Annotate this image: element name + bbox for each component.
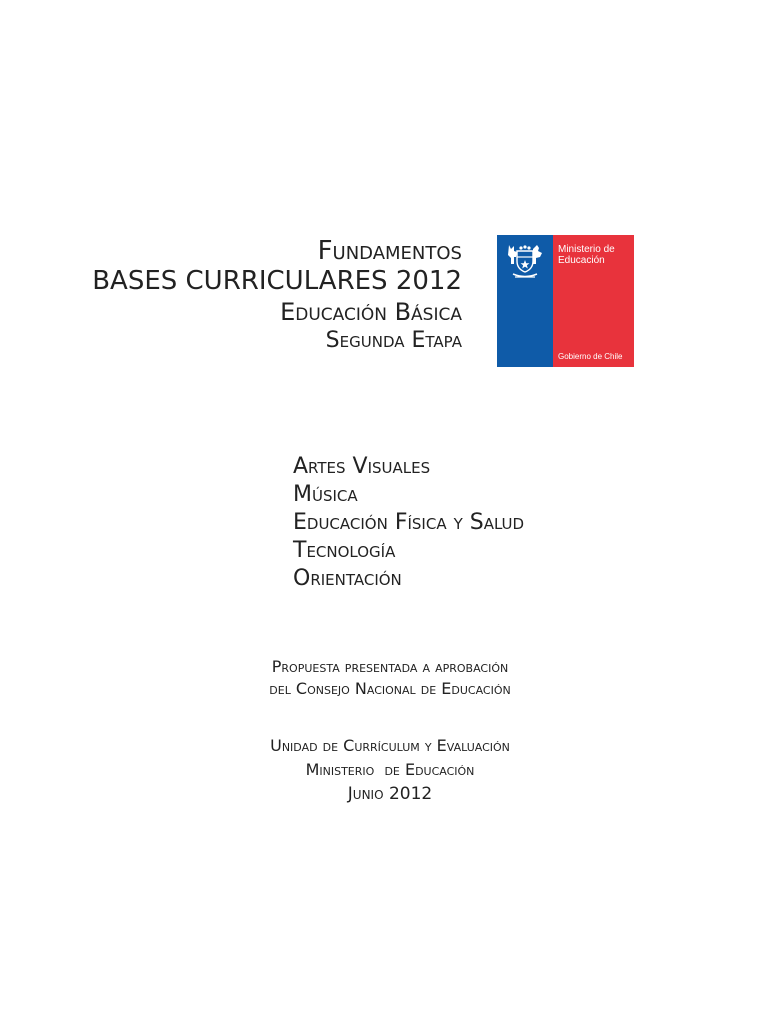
logo-ministry-name: Ministerio de Educación <box>558 244 615 266</box>
subject-item: Orientación <box>293 566 402 591</box>
title-fundamentos: Fundamentos <box>317 236 462 266</box>
document-title-block <box>92 238 462 352</box>
subject-item: Música <box>293 482 358 507</box>
subject-item: Artes Visuales <box>293 454 431 479</box>
issuing-unit <box>0 734 768 806</box>
proposal-line-2: del Consejo Nacional de Educación <box>269 679 511 698</box>
title-educacion-basica: Educación Básica <box>280 298 462 326</box>
subject-item: Educación Física y Salud <box>293 510 525 535</box>
ministry-name: Ministerio de Educación <box>305 760 475 779</box>
subject-list <box>293 453 524 593</box>
title-segunda-etapa: Segunda Etapa <box>325 328 462 353</box>
logo-government-name: Gobierno de Chile <box>558 352 623 361</box>
logo-red-panel <box>553 235 634 367</box>
ministry-logo <box>497 235 634 367</box>
publication-date: Junio 2012 <box>347 784 433 804</box>
subject-item: Tecnología <box>293 538 396 563</box>
title-bases-curriculares: BASES CURRICULARES 2012 <box>92 266 462 296</box>
coat-of-arms-icon <box>503 241 547 281</box>
proposal-line-1: Propuesta presentada a aprobación <box>271 657 509 676</box>
logo-blue-panel <box>497 235 553 367</box>
proposal-note <box>0 656 768 700</box>
unit-name: Unidad de Currículum y Evaluación <box>270 736 510 755</box>
